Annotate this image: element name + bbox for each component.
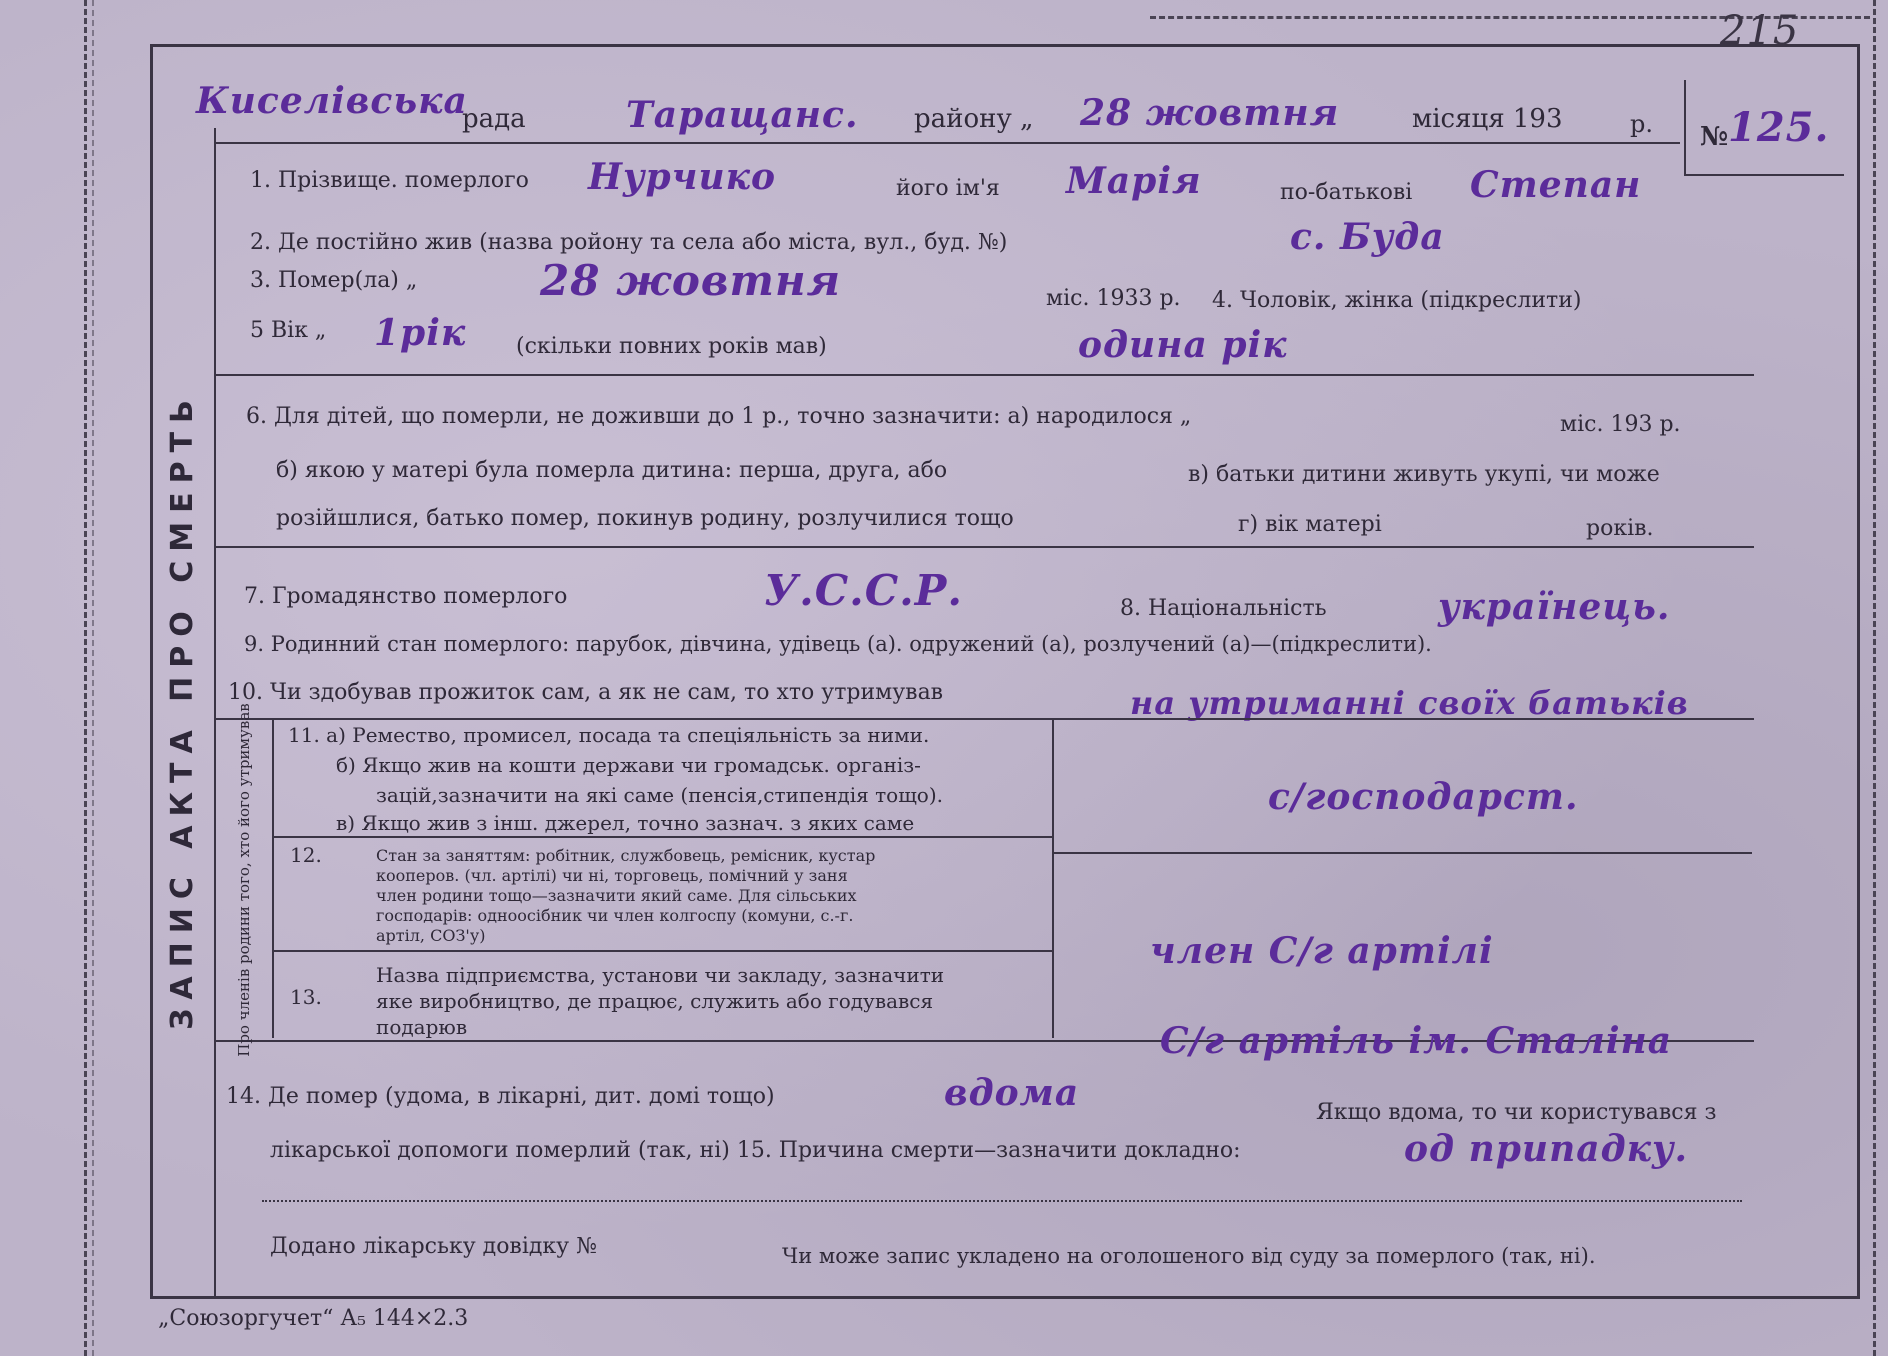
record-number-label: № [1700, 122, 1729, 152]
field-12-line-2: кооперов. (чл. артілі) чи ні, торговець, помічний у заня [376, 866, 848, 885]
month-label: місяця 193 [1412, 104, 1563, 134]
field-3-label: 3. Помер(ла) „ [250, 268, 418, 293]
field-12-number: 12. [290, 843, 322, 867]
field-12-line-1: Стан за заняттям: робітник, службовець, ремісник, кустар [376, 846, 876, 865]
field-6-line-1: 6. Для дітей, що померли, не доживши до 1 р., точно зазначити: а) народилося „ [246, 404, 1192, 429]
field-9-label: 9. Родинний стан померлого: парубок, дівчина, удівець (а). одружений (а), розлучений (а)—(підкреслити). [244, 632, 1432, 656]
certificate-label: Додано лікарську довідку № [270, 1234, 597, 1259]
field-11-a: 11. а) Ремество, промисел, посада та спеціяльність за ними. [288, 723, 930, 747]
field-6-line-3: розійшлися, батько помер, покинув родину, розлучилися тощо [276, 506, 1014, 531]
field-8-value: українець. [1438, 586, 1671, 628]
field-4-label: 4. Чоловік, жінка (підкреслити) [1212, 288, 1582, 313]
side-note [214, 703, 274, 1057]
field-12-value: член С/г артілі [1150, 930, 1494, 972]
field-1-name-label: його ім'я [896, 176, 1000, 201]
field-13-value: С/г артіль ім. Сталіна [1160, 1020, 1673, 1062]
record-number: 125. [1728, 104, 1830, 151]
field-11-b-2: зацій,зазначити на які саме (пенсія,стипендія тощо). [376, 783, 943, 807]
field-5-value: 1рік [374, 312, 467, 354]
field-6-line-2-end: в) батьки дитини живуть укупі, чи може [1188, 462, 1660, 487]
table-top-rule [214, 718, 1754, 720]
field-10-value: на утриманні своїх батьків [1130, 684, 1689, 722]
field-5-label: 5 Вік „ [250, 318, 327, 343]
field-1-surname: Нурчико [588, 156, 777, 198]
field-13-line-1: Назва підприємства, установи чи закладу, зазначити [376, 963, 945, 987]
field-12-line-3: член родини тощо—зазначити який саме. Для сільських [376, 886, 857, 905]
field-7-label: 7. Громадянство померлого [244, 584, 568, 609]
field-3-value: 28 жовтня [540, 256, 841, 305]
field-2-label: 2. Де постійно жив (назва ройону та села або міста, вул., буд. №) [250, 230, 1008, 255]
header-underline [214, 142, 1680, 144]
field-1-label: 1. Прізвище. померлого [250, 168, 529, 193]
form-title-vertical [150, 310, 214, 1110]
field-13-line-2: яке виробництво, де працює, служить або годувався [376, 989, 934, 1013]
field-6-line-3-end: років. [1586, 516, 1654, 541]
table-rule-12-13 [272, 950, 1052, 952]
court-label: Чи може запис укладено на оголошеного від суду за померлого (так, ні). [782, 1244, 1596, 1268]
print-imprint: „Союзоргучет“ А₅ 144×2.3 [158, 1306, 469, 1331]
field-5-note: (скільки повних років мав) [516, 334, 827, 359]
field-13-line-3: подарюв [376, 1015, 468, 1039]
table-right-rule [1052, 718, 1054, 1038]
value-rule-a [1052, 852, 1752, 854]
year-suffix: р. [1630, 110, 1653, 138]
field-13-number: 13. [290, 985, 322, 1009]
field-6-line-3-mid: г) вік матері [1238, 512, 1382, 537]
record-date: 28 жовтня [1080, 92, 1340, 134]
field-14-label: 14. Де помер (удома, в лікарні, дит. домі тощо) [226, 1084, 775, 1109]
field-1-patronymic-label: по-батькові [1280, 180, 1413, 205]
perforation-left [84, 0, 87, 1356]
field-6-line-1-end: міс. 193 р. [1560, 412, 1681, 437]
field-11-c: в) Якщо жив з інш. джерел, точно зазнач. з яких саме [336, 811, 915, 835]
field-15-line: лікарської допомоги померлий (так, ні) 15. Причина смерти—зазначити докладно: [270, 1138, 1241, 1163]
field-11-value: с/господарст. [1268, 776, 1579, 818]
form-title: ЗАПИС АКТА ПРО СМЕРТЬ [164, 390, 200, 1030]
table-rule-11-12 [272, 836, 1052, 838]
side-note-text: Про членів родини того, хто його утримував [235, 703, 253, 1057]
field-14-value: вдома [944, 1072, 1080, 1114]
rule-after-6 [214, 546, 1754, 548]
field-3-month-label: міс. 1933 р. [1046, 286, 1181, 311]
perforation-left-inner [92, 0, 94, 1356]
field-7-value: У.С.С.Р. [764, 566, 964, 615]
council-name: Киселівська [196, 80, 468, 122]
field-12-line-5: артіл, СОЗ'у) [376, 926, 486, 945]
rule-after-5 [214, 374, 1754, 376]
field-2-value: с. Буда [1290, 216, 1445, 258]
field-8-label: 8. Національність [1120, 596, 1327, 621]
perforation-right [1873, 0, 1876, 1356]
field-10-label: 10. Чи здобував прожиток сам, а як не сам, то хто утримував [228, 680, 944, 705]
council-label: рада [462, 104, 526, 134]
field-12-line-4: господарів: одноосібник чи член колгоспу (комуни, с.-г. [376, 906, 854, 925]
field-6-line-2: б) якою у матері була померла дитина: перша, друга, або [276, 458, 948, 483]
district-label: району „ [914, 104, 1034, 134]
archive-page-number: 215 [1720, 8, 1800, 54]
field-1-patronymic: Степан [1470, 164, 1642, 206]
blank-line-15 [262, 1200, 1742, 1202]
field-15-value: од припадку. [1404, 1128, 1689, 1170]
field-1-name: Марія [1066, 160, 1202, 202]
field-14-end: Якщо вдома, то чи користувався з [1316, 1100, 1717, 1125]
district-name: Таращанс. [626, 94, 859, 136]
field-11-b-1: б) Якщо жив на кошти держави чи громадськ. організ- [336, 753, 921, 777]
field-5-words: одина рік [1078, 324, 1288, 366]
